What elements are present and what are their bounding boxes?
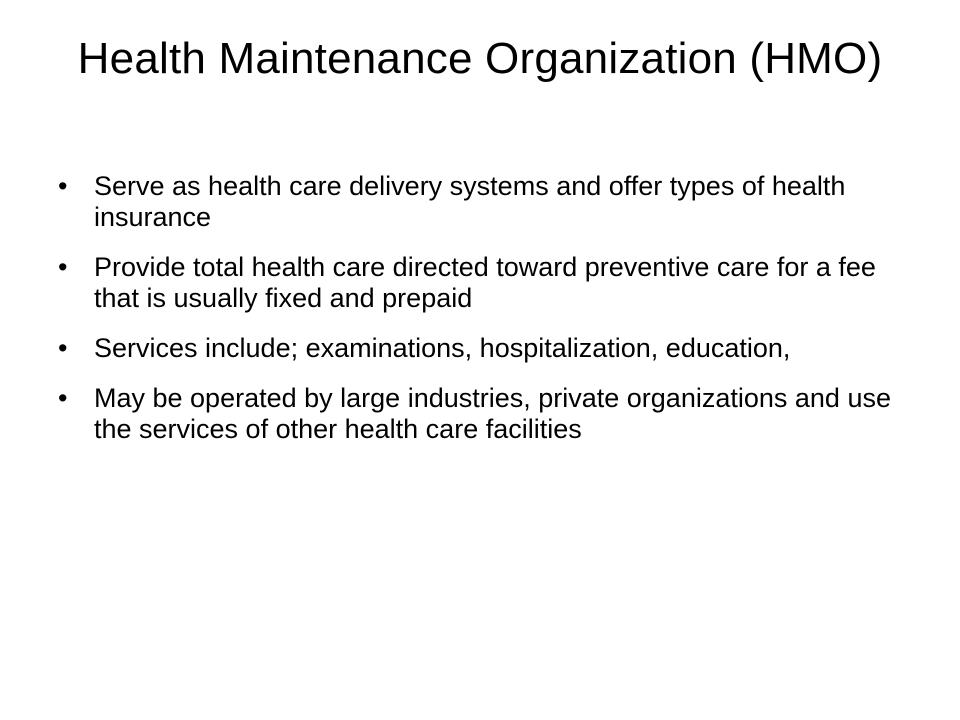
bullet-item — [58, 252, 898, 314]
slide-title: Health Maintenance Organization (HMO) — [77, 34, 883, 83]
bullet-item — [58, 171, 898, 233]
bullet-icon: • — [58, 383, 68, 413]
bullet-text: Provide total health care directed toward preventive care for a fee that is usually fixed and prepaid — [94, 252, 876, 313]
bullet-text: Serve as health care delivery systems and offer types of health insurance — [94, 171, 846, 232]
bullet-text: Services include; examinations, hospitalization, education, — [94, 333, 791, 363]
bullet-list — [58, 171, 898, 464]
bullet-icon: • — [58, 171, 68, 201]
bullet-text: May be operated by large industries, private organizations and use the services of other health care facilities — [94, 383, 891, 444]
bullet-icon: • — [58, 252, 68, 282]
bullet-icon: • — [58, 333, 68, 363]
bullet-item — [58, 333, 898, 364]
bullet-item — [58, 383, 898, 445]
